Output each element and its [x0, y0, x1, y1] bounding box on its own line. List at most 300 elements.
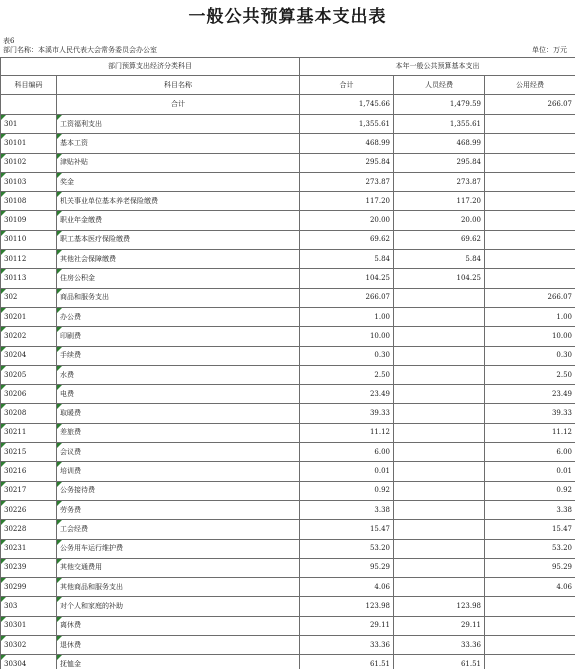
table-row — [1, 500, 575, 519]
row-personnel-text: 104.25 — [456, 274, 481, 283]
row-total — [300, 172, 394, 191]
row-personnel — [394, 172, 485, 191]
row-public-text: 4.06 — [556, 582, 573, 591]
row-total-text: 1.00 — [374, 312, 390, 321]
row-public — [485, 250, 575, 269]
row-name — [57, 616, 300, 635]
header-code: 科目编码 — [1, 76, 57, 95]
row-code — [1, 134, 57, 153]
row-name-text: 其他社会保障缴费 — [60, 254, 116, 263]
row-total-text: 1,355.61 — [358, 119, 390, 128]
row-code — [1, 211, 57, 230]
cell-marker-icon — [57, 269, 62, 274]
row-code — [1, 115, 57, 134]
cell-marker-icon — [57, 443, 62, 448]
row-personnel — [394, 404, 485, 423]
row-personnel — [394, 134, 485, 153]
cell-marker-icon — [57, 366, 62, 371]
row-public — [485, 230, 575, 249]
row-code-text: 30112 — [4, 254, 27, 263]
row-public — [485, 307, 575, 326]
row-total-text: 3.38 — [374, 505, 390, 514]
row-personnel-text: 61.51 — [460, 659, 481, 668]
row-name-text: 住房公积金 — [60, 274, 95, 283]
row-name-text: 取暖费 — [60, 409, 81, 418]
table-row — [1, 481, 575, 500]
row-total-text: 295.84 — [365, 158, 390, 167]
table-row — [1, 655, 575, 669]
row-public — [485, 636, 575, 655]
row-public — [485, 288, 575, 307]
row-total-text: 5.84 — [374, 254, 390, 263]
row-public — [485, 365, 575, 384]
row-code-text: 30302 — [4, 640, 27, 649]
cell-marker-icon — [1, 211, 6, 216]
cell-marker-icon — [1, 404, 6, 409]
row-name-text: 机关事业单位基本养老保险缴费 — [60, 196, 158, 205]
cell-marker-icon — [57, 211, 62, 216]
table-row — [1, 115, 575, 134]
row-name-text: 公务接待费 — [60, 486, 95, 495]
row-name-text: 离休费 — [60, 621, 81, 630]
row-name-text: 职工基本医疗保险缴费 — [60, 235, 130, 244]
row-total-text: 69.62 — [369, 235, 390, 244]
cell-marker-icon — [57, 347, 62, 352]
table-row — [1, 462, 575, 481]
row-code — [1, 655, 57, 669]
row-total-text: 468.99 — [365, 138, 390, 147]
row-name — [57, 327, 300, 346]
row-personnel — [394, 365, 485, 384]
row-code — [1, 597, 57, 616]
row-total — [300, 616, 394, 635]
row-name — [57, 578, 300, 597]
row-name-text: 其他商品和服务支出 — [60, 582, 123, 591]
header-group-right: 本年一般公共预算基本支出 — [300, 58, 575, 76]
row-total-text: 23.49 — [369, 389, 390, 398]
table-row — [1, 250, 575, 269]
row-name — [57, 462, 300, 481]
header-public: 公用经费 — [485, 76, 575, 95]
form-number: 表6 — [3, 37, 15, 45]
row-personnel-text: 295.84 — [456, 158, 481, 167]
row-public-text: 95.29 — [551, 563, 573, 572]
row-name — [57, 655, 300, 669]
table-row — [1, 365, 575, 384]
row-personnel — [394, 481, 485, 500]
row-name — [57, 423, 300, 442]
cell-marker-icon — [57, 597, 62, 602]
unit-label: 单位：万元 — [532, 46, 567, 54]
row-public-text: 1.00 — [556, 312, 573, 321]
cell-marker-icon — [1, 366, 6, 371]
cell-marker-icon — [1, 520, 6, 525]
row-name — [57, 385, 300, 404]
row-code-text: 30109 — [4, 216, 27, 225]
row-name — [57, 172, 300, 191]
row-code — [1, 269, 57, 288]
row-code-text: 30110 — [4, 235, 27, 244]
row-personnel — [394, 636, 485, 655]
cell-marker-icon — [1, 443, 6, 448]
row-personnel-text: 33.36 — [460, 640, 481, 649]
row-total — [300, 250, 394, 269]
row-code-text: 30216 — [4, 466, 27, 475]
cell-marker-icon — [1, 347, 6, 352]
row-code-text: 30208 — [4, 409, 27, 418]
row-public — [485, 500, 575, 519]
cell-marker-icon — [57, 578, 62, 583]
table-row — [1, 230, 575, 249]
row-code-text: 30206 — [4, 389, 27, 398]
cell-marker-icon — [57, 385, 62, 390]
table-row — [1, 636, 575, 655]
table-row — [1, 616, 575, 635]
row-total — [300, 636, 394, 655]
row-personnel — [394, 616, 485, 635]
table-row — [1, 307, 575, 326]
row-code — [1, 404, 57, 423]
row-code — [1, 327, 57, 346]
cell-marker-icon — [1, 482, 6, 487]
row-code-text: 30102 — [4, 158, 27, 167]
row-code-text: 30202 — [4, 331, 27, 340]
row-personnel — [394, 269, 485, 288]
row-total — [300, 558, 394, 577]
cell-marker-icon — [1, 154, 6, 159]
row-code — [1, 636, 57, 655]
row-public — [485, 443, 575, 462]
row-code-text: 301 — [4, 119, 18, 128]
row-public-text: 15.47 — [551, 524, 573, 533]
row-total-text: 15.47 — [369, 524, 390, 533]
cell-marker-icon — [57, 404, 62, 409]
row-name — [57, 134, 300, 153]
row-name-text: 对个人和家庭的补助 — [60, 602, 123, 611]
row-personnel — [394, 500, 485, 519]
row-personnel-text: 117.20 — [456, 196, 481, 205]
row-public — [485, 346, 575, 365]
expenditure-table — [0, 57, 575, 669]
row-total — [300, 539, 394, 558]
cell-marker-icon — [57, 289, 62, 294]
row-personnel — [394, 307, 485, 326]
row-personnel — [394, 443, 485, 462]
row-public — [485, 327, 575, 346]
total-total: 1,745.66 — [300, 95, 394, 115]
row-public — [485, 558, 575, 577]
row-total-text: 10.00 — [369, 331, 390, 340]
table-row — [1, 539, 575, 558]
row-code — [1, 481, 57, 500]
row-personnel — [394, 327, 485, 346]
row-name — [57, 365, 300, 384]
row-code — [1, 558, 57, 577]
row-code-text: 30108 — [4, 196, 27, 205]
cell-marker-icon — [57, 482, 62, 487]
row-name-text: 会议费 — [60, 447, 81, 456]
row-public — [485, 539, 575, 558]
cell-marker-icon — [57, 636, 62, 641]
total-public: 266.07 — [485, 95, 575, 115]
row-code-text: 30211 — [4, 428, 27, 437]
cell-marker-icon — [57, 231, 62, 236]
row-public-text: 0.92 — [556, 486, 573, 495]
row-personnel — [394, 115, 485, 134]
row-public — [485, 597, 575, 616]
cell-marker-icon — [1, 636, 6, 641]
cell-marker-icon — [57, 501, 62, 506]
row-public-text: 2.50 — [556, 370, 573, 379]
cell-marker-icon — [57, 250, 62, 255]
row-personnel — [394, 153, 485, 172]
row-personnel — [394, 462, 485, 481]
table-row — [1, 346, 575, 365]
row-total — [300, 288, 394, 307]
row-total-text: 0.92 — [374, 486, 390, 495]
row-total — [300, 597, 394, 616]
header-name: 科目名称 — [57, 76, 300, 95]
row-public — [485, 578, 575, 597]
row-name-text: 办公费 — [60, 312, 81, 321]
row-code — [1, 172, 57, 191]
row-total-text: 117.20 — [365, 196, 390, 205]
row-name-text: 电费 — [60, 389, 74, 398]
row-total — [300, 481, 394, 500]
table-row — [1, 192, 575, 211]
table-row — [1, 134, 575, 153]
row-total-text: 39.33 — [369, 409, 390, 418]
row-name-text: 工会经费 — [60, 524, 88, 533]
row-public-text: 6.00 — [556, 447, 573, 456]
row-name-text: 工资福利支出 — [60, 119, 102, 128]
row-total — [300, 520, 394, 539]
row-code-text: 303 — [4, 602, 18, 611]
row-total-text: 20.00 — [369, 216, 390, 225]
department-name: 部门名称：本溪市人民代表大会常务委员会办公室 — [3, 46, 157, 54]
row-total — [300, 404, 394, 423]
row-personnel-text: 273.87 — [456, 177, 481, 186]
row-code — [1, 500, 57, 519]
row-total-text: 2.50 — [374, 370, 390, 379]
row-code — [1, 288, 57, 307]
row-public — [485, 616, 575, 635]
row-public-text: 39.33 — [551, 409, 573, 418]
row-personnel — [394, 192, 485, 211]
row-personnel — [394, 520, 485, 539]
row-code — [1, 443, 57, 462]
cell-marker-icon — [57, 173, 62, 178]
cell-marker-icon — [1, 597, 6, 602]
row-name — [57, 443, 300, 462]
row-name-text: 商品和服务支出 — [60, 293, 109, 302]
row-code — [1, 385, 57, 404]
row-personnel — [394, 211, 485, 230]
row-name-text: 差旅费 — [60, 428, 81, 437]
row-name-text: 手续费 — [60, 351, 81, 360]
row-public-text: 3.38 — [556, 505, 573, 514]
row-name — [57, 211, 300, 230]
row-total-text: 273.87 — [365, 177, 390, 186]
cell-marker-icon — [1, 269, 6, 274]
row-code-text: 30226 — [4, 505, 27, 514]
row-public — [485, 462, 575, 481]
row-public-text: 266.07 — [547, 293, 573, 302]
row-total-text: 0.01 — [374, 466, 390, 475]
total-label: 合计 — [57, 95, 300, 115]
table-row — [1, 443, 575, 462]
row-total — [300, 115, 394, 134]
row-total — [300, 462, 394, 481]
cell-marker-icon — [1, 462, 6, 467]
row-total — [300, 385, 394, 404]
row-public — [485, 404, 575, 423]
row-total — [300, 365, 394, 384]
row-public-text: 11.12 — [551, 428, 573, 437]
row-public-text: 23.49 — [551, 389, 573, 398]
table-row — [1, 172, 575, 191]
row-total — [300, 327, 394, 346]
row-name — [57, 346, 300, 365]
row-code — [1, 616, 57, 635]
row-personnel-text: 5.84 — [465, 254, 481, 263]
row-code-text: 30215 — [4, 447, 27, 456]
row-code-text: 30301 — [4, 621, 27, 630]
row-total-text: 104.25 — [365, 274, 390, 283]
table-row — [1, 327, 575, 346]
row-total — [300, 153, 394, 172]
row-public-text: 0.30 — [556, 351, 573, 360]
row-name-text: 抚恤金 — [60, 659, 81, 668]
cell-marker-icon — [57, 327, 62, 332]
table-row — [1, 153, 575, 172]
table-row — [1, 597, 575, 616]
table-row — [1, 520, 575, 539]
row-total-text: 123.98 — [365, 602, 390, 611]
row-total — [300, 655, 394, 669]
cell-marker-icon — [57, 462, 62, 467]
row-personnel — [394, 423, 485, 442]
row-personnel — [394, 655, 485, 669]
table-row — [1, 423, 575, 442]
row-personnel-text: 69.62 — [460, 235, 481, 244]
row-code — [1, 365, 57, 384]
total-code-cell — [1, 95, 57, 115]
table-row — [1, 404, 575, 423]
cell-marker-icon — [1, 327, 6, 332]
row-code-text: 30205 — [4, 370, 27, 379]
table-row — [1, 269, 575, 288]
row-code-text: 30103 — [4, 177, 27, 186]
row-name-text: 退休费 — [60, 640, 81, 649]
row-personnel — [394, 597, 485, 616]
row-personnel-text: 1,355.61 — [449, 119, 481, 128]
row-code — [1, 250, 57, 269]
cell-marker-icon — [57, 520, 62, 525]
cell-marker-icon — [1, 192, 6, 197]
row-public — [485, 423, 575, 442]
row-code-text: 30239 — [4, 563, 27, 572]
cell-marker-icon — [57, 192, 62, 197]
row-code-text: 30217 — [4, 486, 27, 495]
cell-marker-icon — [1, 231, 6, 236]
row-name-text: 公务用车运行维护费 — [60, 544, 123, 553]
row-personnel — [394, 288, 485, 307]
row-name-text: 津贴补贴 — [60, 158, 88, 167]
header-row-columns — [1, 76, 575, 95]
row-total — [300, 346, 394, 365]
row-total — [300, 423, 394, 442]
cell-marker-icon — [57, 115, 62, 120]
cell-marker-icon — [1, 289, 6, 294]
row-name-text: 水费 — [60, 370, 74, 379]
row-code-text: 302 — [4, 293, 18, 302]
header-personnel: 人员经费 — [394, 76, 485, 95]
row-total-text: 61.51 — [369, 659, 390, 668]
row-total-text: 95.29 — [369, 563, 390, 572]
row-total-text: 266.07 — [365, 293, 390, 302]
row-code — [1, 520, 57, 539]
cell-marker-icon — [57, 308, 62, 313]
row-personnel — [394, 578, 485, 597]
row-total-text: 29.11 — [369, 621, 390, 630]
row-total-text: 6.00 — [374, 447, 390, 456]
row-personnel — [394, 539, 485, 558]
row-name-text: 职业年金缴费 — [60, 216, 102, 225]
row-name — [57, 481, 300, 500]
header-total: 合计 — [300, 76, 394, 95]
cell-marker-icon — [1, 655, 6, 660]
cell-marker-icon — [57, 540, 62, 545]
row-personnel-text: 123.98 — [456, 602, 481, 611]
cell-marker-icon — [1, 134, 6, 139]
row-total — [300, 230, 394, 249]
row-name — [57, 539, 300, 558]
row-code-text: 30201 — [4, 312, 27, 321]
row-total — [300, 307, 394, 326]
row-personnel — [394, 385, 485, 404]
row-name-text: 印刷费 — [60, 331, 81, 340]
table-row — [1, 578, 575, 597]
row-name — [57, 230, 300, 249]
row-total — [300, 211, 394, 230]
row-public — [485, 134, 575, 153]
row-name — [57, 520, 300, 539]
row-total-text: 33.36 — [369, 640, 390, 649]
total-personnel: 1,479.59 — [394, 95, 485, 115]
row-code-text: 30204 — [4, 351, 27, 360]
row-code — [1, 192, 57, 211]
row-name — [57, 500, 300, 519]
row-total — [300, 500, 394, 519]
row-total — [300, 578, 394, 597]
row-code — [1, 153, 57, 172]
row-name — [57, 288, 300, 307]
row-public-text: 10.00 — [551, 331, 573, 340]
row-total-text: 11.12 — [369, 428, 390, 437]
cell-marker-icon — [1, 559, 6, 564]
cell-marker-icon — [57, 655, 62, 660]
row-public — [485, 269, 575, 288]
row-code — [1, 578, 57, 597]
cell-marker-icon — [1, 250, 6, 255]
row-personnel — [394, 558, 485, 577]
cell-marker-icon — [57, 134, 62, 139]
row-code-text: 30113 — [4, 274, 27, 283]
header-group-left: 部门预算支出经济分类科目 — [1, 58, 300, 76]
table-row — [1, 288, 575, 307]
row-public-text: 0.01 — [556, 466, 573, 475]
